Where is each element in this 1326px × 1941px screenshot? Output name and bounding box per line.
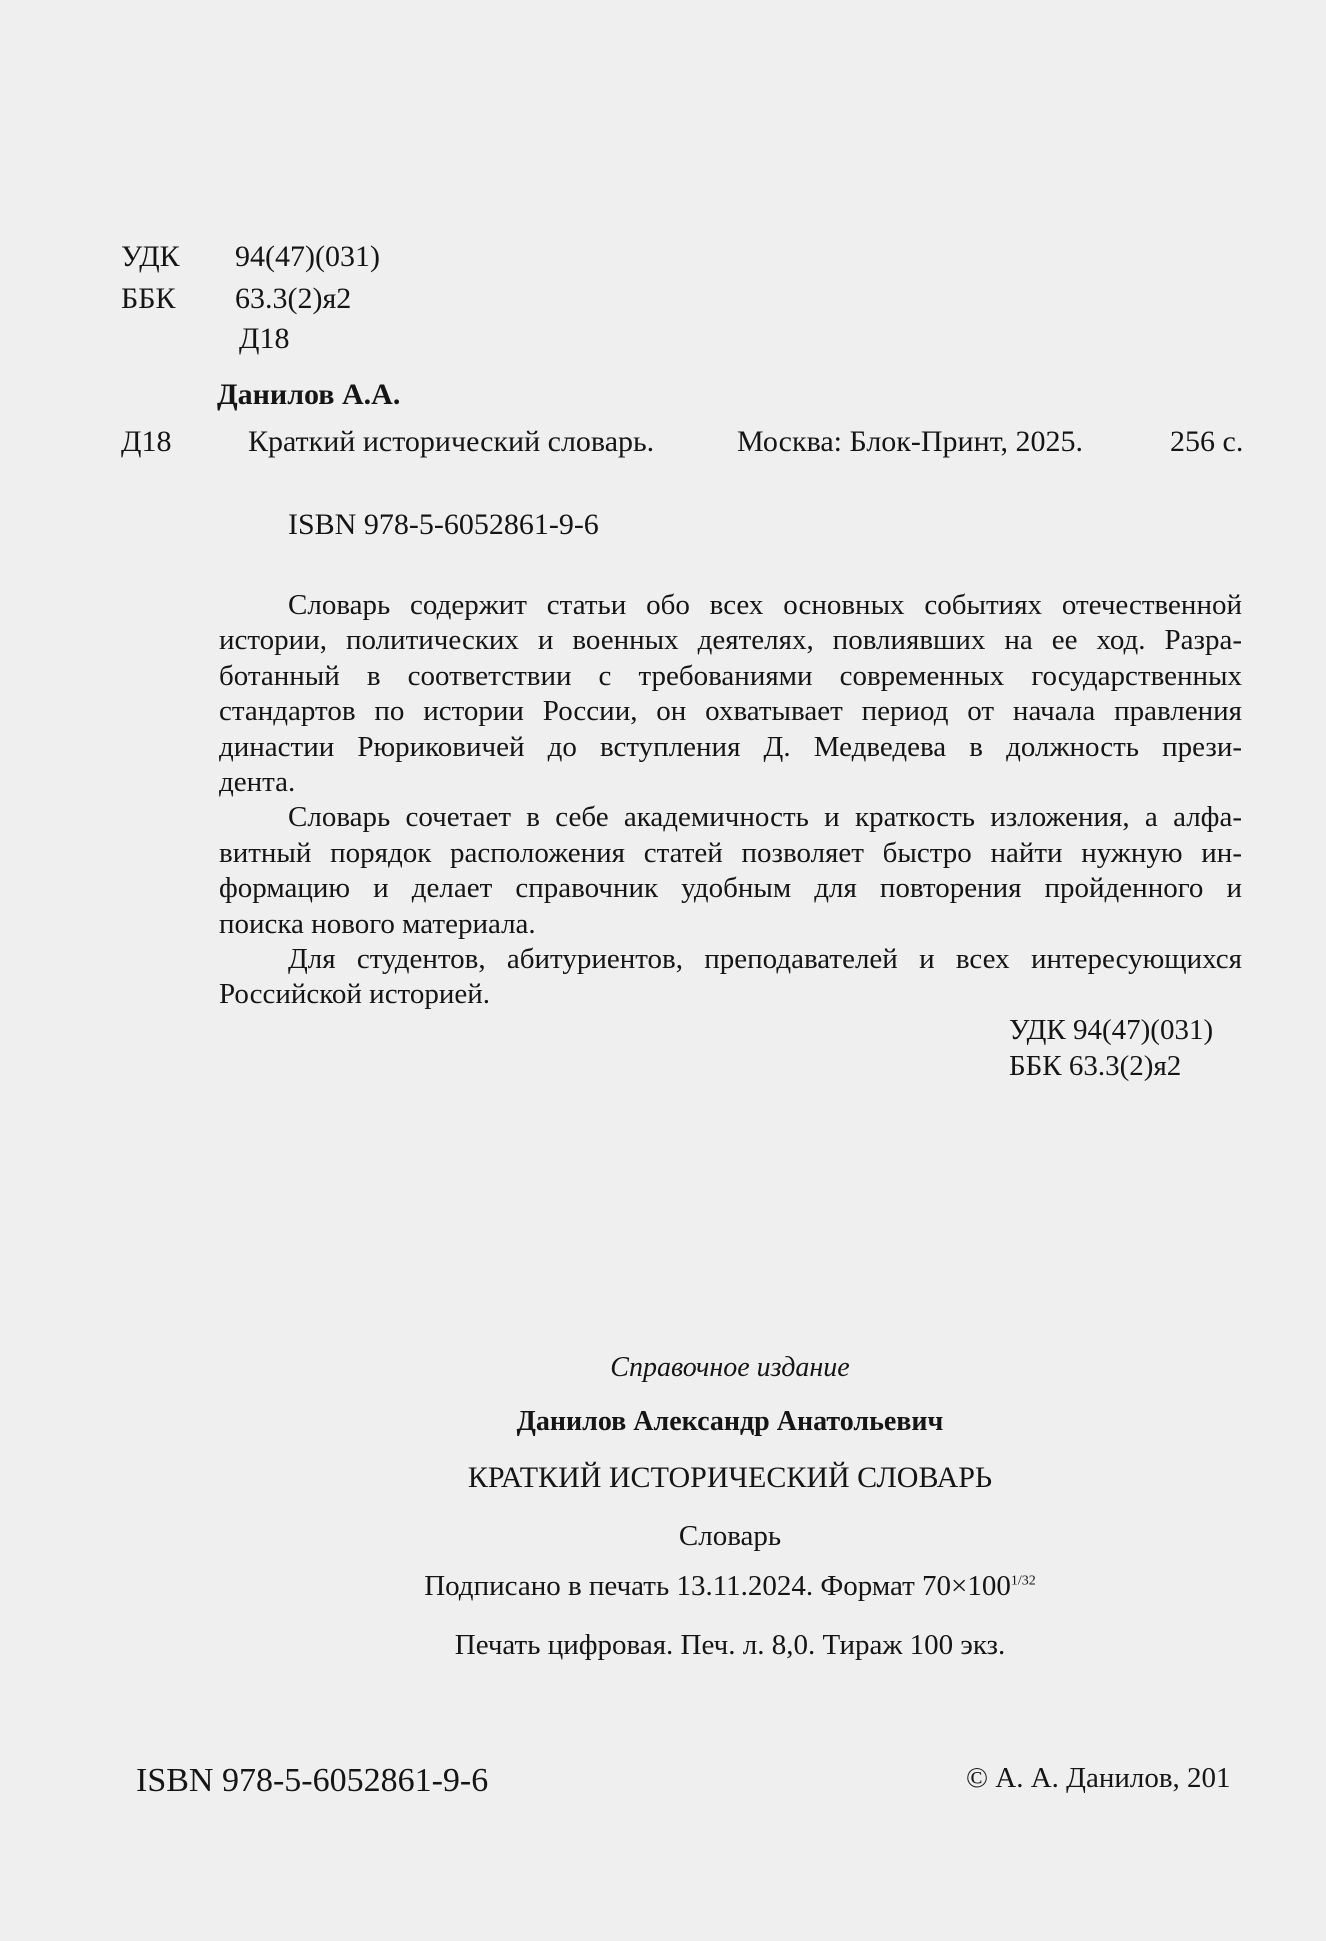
copyright: © А. А. Данилов, 201: [966, 1762, 1231, 1794]
abstract-bbk: ББК 63.3(2)я2: [1009, 1050, 1182, 1082]
citation-author: Данилов А.А.: [217, 378, 401, 411]
abstract-line: Российской историей.: [219, 978, 491, 1011]
citation-sign: Д18: [121, 425, 172, 458]
genre: Словарь: [678, 1520, 782, 1552]
title-caps: КРАТКИЙ ИСТОРИЧЕСКИЙ СЛОВАРЬ: [467, 1461, 993, 1494]
abstract-line: витный порядок расположения статей позволяет быстро найти нужную ин-: [219, 836, 1242, 869]
print-info: Печать цифровая. Печ. л. 8,0. Тираж 100 экз.: [454, 1629, 1006, 1661]
citation-isbn: ISBN 978-5-6052861-9-6: [288, 508, 599, 541]
abstract-line: поиска нового материала.: [219, 907, 536, 940]
abstract: [219, 588, 1242, 1013]
citation-title: Краткий исторический словарь.: [248, 425, 655, 458]
edition-type: Справочное издание: [610, 1352, 850, 1383]
abstract-line: стандартов по истории России, он охватывает период от начала правления: [219, 695, 1242, 728]
author-sign: Д18: [239, 322, 290, 355]
footer-isbn: ISBN 978-5-6052861-9-6: [136, 1762, 489, 1799]
abstract-line: ботанный в соответствии с требованиями современных государственных: [219, 659, 1242, 692]
citation-pages: 256 с.: [1170, 425, 1244, 458]
bbk-label: ББК: [121, 282, 176, 315]
bbk-value: 63.3(2)я2: [235, 282, 352, 315]
abstract-udk: УДК 94(47)(031): [1009, 1014, 1214, 1046]
abstract-line: Словарь сочетает в себе академичность и краткость изложения, а алфа-: [288, 801, 1242, 834]
signed-text: Подписано в печать 13.11.2024. Формат 70×100: [424, 1570, 1011, 1602]
abstract-line: династии Рюриковичей до вступления Д. Медведева в должность прези-: [219, 730, 1242, 763]
format-fraction: 1/32: [1010, 1573, 1036, 1589]
udk-value: 94(47)(031): [235, 240, 380, 273]
citation-publisher: Москва: Блок-Принт, 2025.: [737, 425, 1083, 458]
udk-label: УДК: [121, 240, 180, 273]
author-full-name: Данилов Александр Анатольевич: [516, 1406, 944, 1437]
abstract-line: формацию и делает справочник удобным для повторения пройденного и: [219, 872, 1242, 905]
abstract-line: дента.: [219, 766, 296, 799]
abstract-line: Для студентов, абитуриентов, преподавателей и всех интересующихся: [288, 943, 1242, 976]
abstract-line: истории, политических и военных деятелях, повлиявших на ее ход. Разра-: [219, 624, 1242, 657]
abstract-line: Словарь содержит статьи обо всех основных событиях отечественной: [288, 589, 1242, 621]
signed-to-print: [230, 1570, 1230, 1603]
